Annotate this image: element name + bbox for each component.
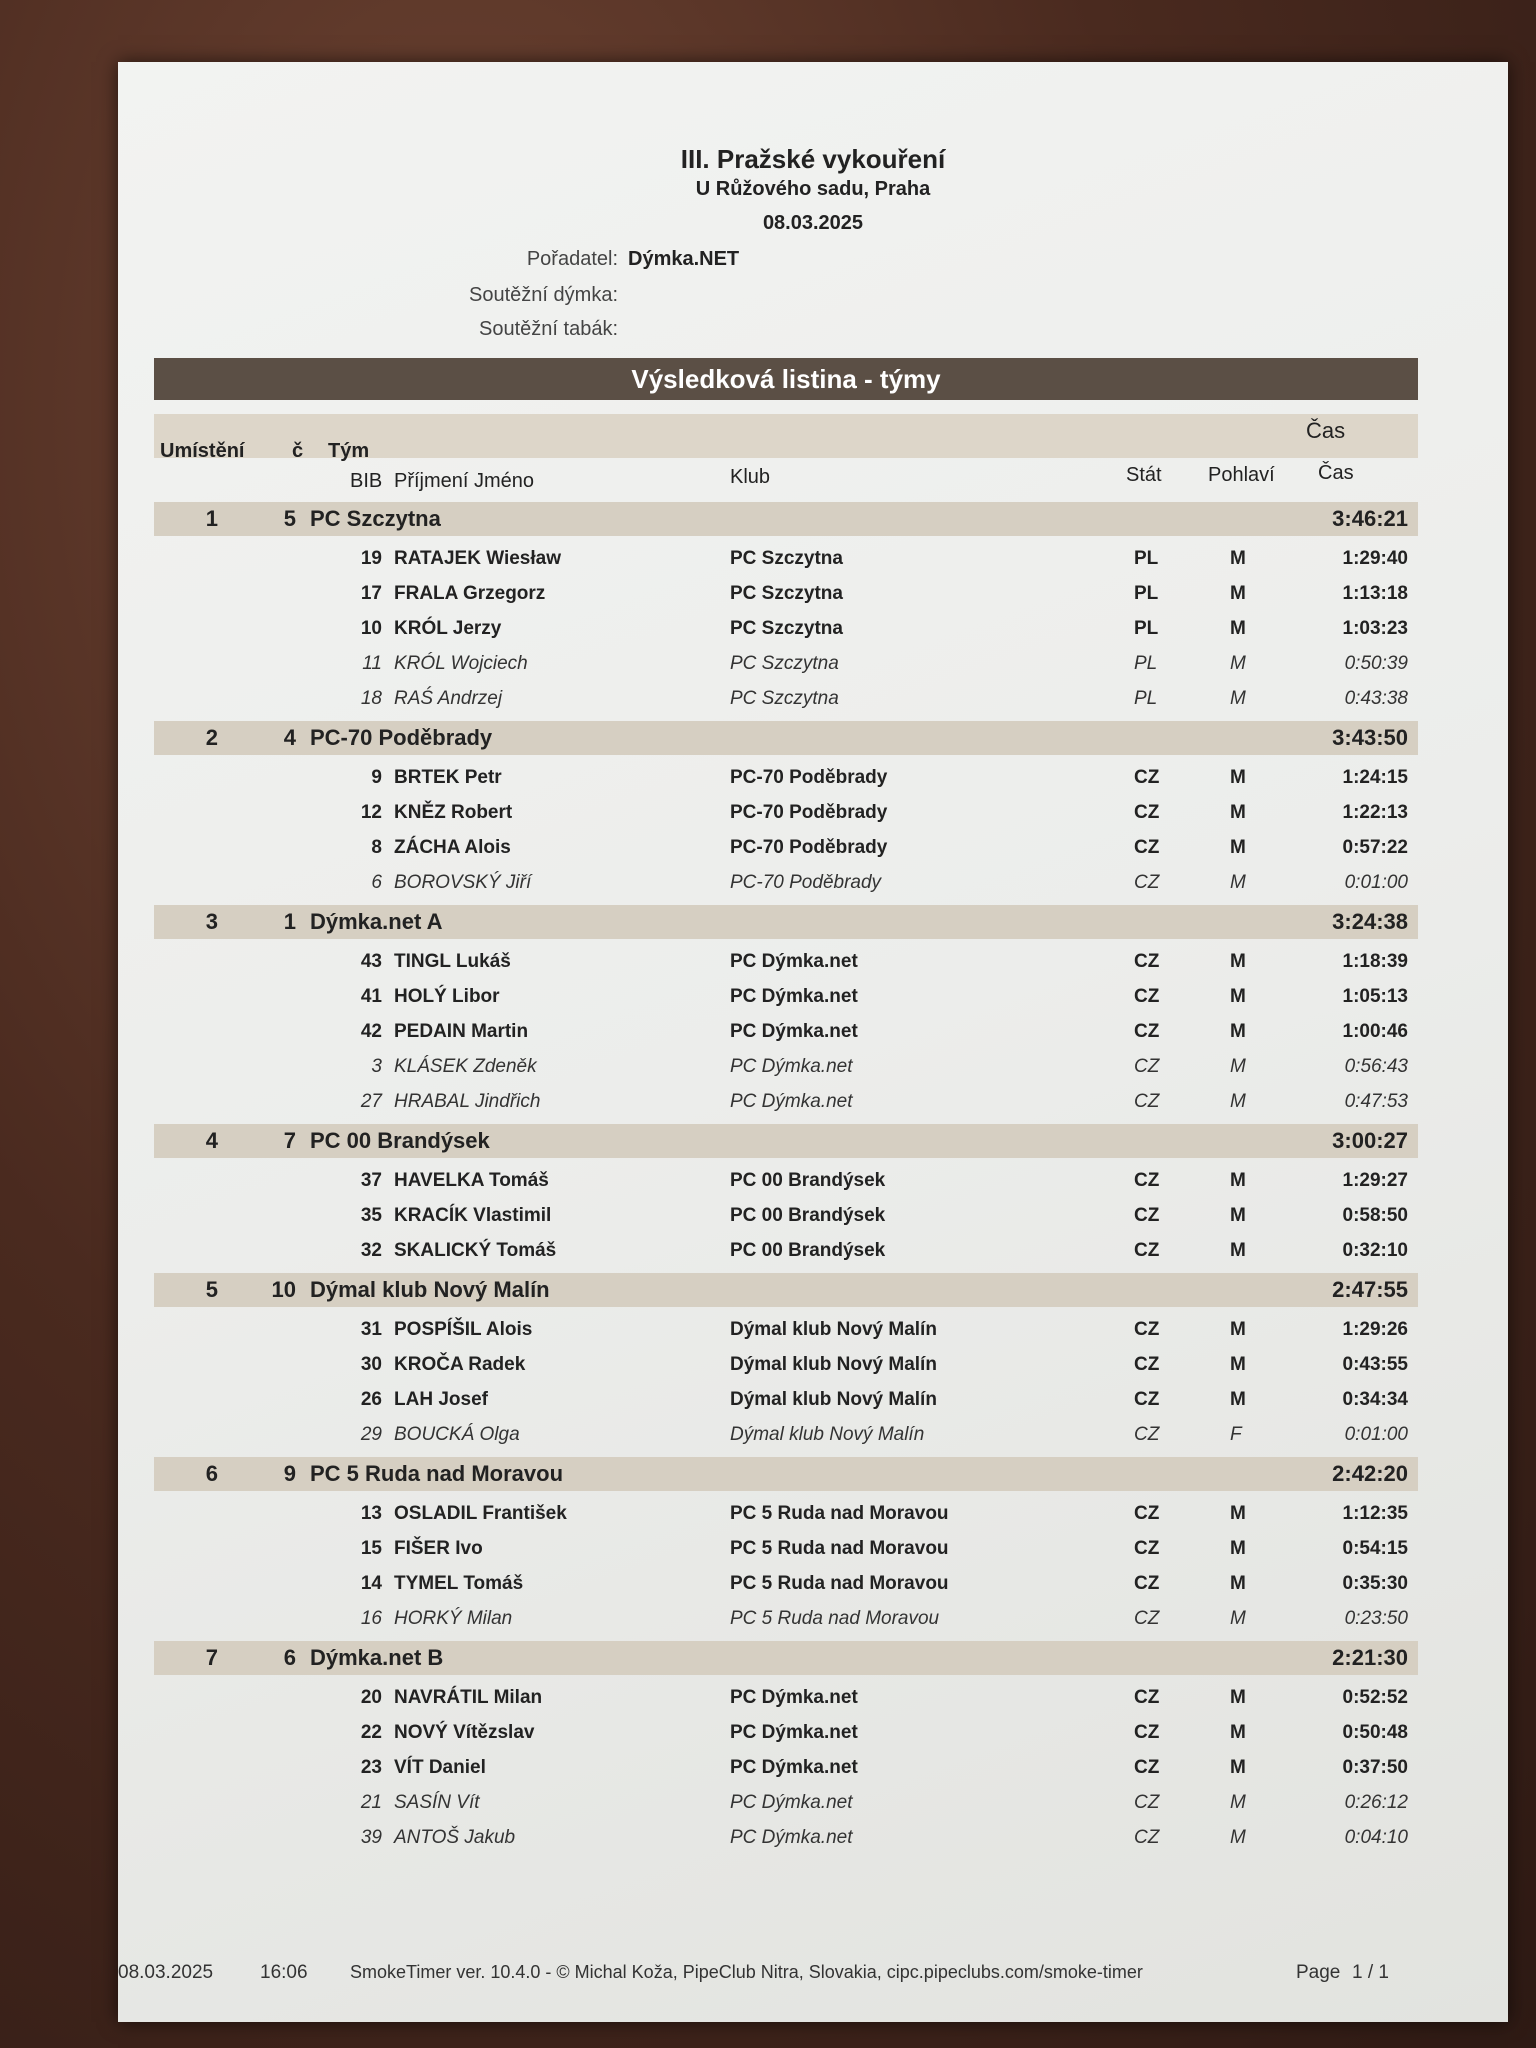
member-time: 1:03:23 [1342, 618, 1408, 639]
pipe-row [118, 284, 618, 307]
member-name: HRABAL Jindřich [394, 1091, 541, 1112]
member-state: CZ [1134, 1240, 1160, 1261]
member-club: PC-70 Poděbrady [730, 837, 888, 858]
member-bib: 8 [371, 837, 382, 858]
member-gender: M [1230, 1056, 1246, 1077]
member-bib: 22 [360, 1722, 382, 1743]
member-bib: 27 [360, 1091, 382, 1112]
col-state: Stát [1126, 464, 1162, 486]
member-state: CZ [1134, 1792, 1160, 1813]
member-state: CZ [1134, 1608, 1160, 1629]
member-bib: 3 [371, 1056, 382, 1077]
col-gender: Pohlaví [1208, 464, 1275, 486]
team-name: PC-70 Poděbrady [310, 725, 493, 750]
member-name: RATAJEK Wiesław [394, 548, 561, 569]
member-gender: M [1230, 583, 1246, 604]
member-gender: M [1230, 653, 1246, 674]
member-name: RAŚ Andrzej [394, 688, 503, 709]
member-time: 0:47:53 [1344, 1091, 1408, 1112]
member-state: PL [1134, 653, 1158, 674]
member-gender: M [1230, 1722, 1246, 1743]
team-place: 5 [205, 1277, 218, 1302]
member-time: 0:50:39 [1344, 653, 1408, 674]
member-club: Dýmal klub Nový Malín [730, 1424, 925, 1445]
member-gender: M [1230, 1827, 1246, 1848]
member-state: CZ [1134, 872, 1160, 893]
member-club: PC Szczytna [730, 688, 839, 709]
member-state: CZ [1134, 1538, 1160, 1559]
member-gender: M [1230, 1757, 1246, 1778]
member-state: CZ [1134, 1827, 1160, 1848]
member-state: PL [1134, 688, 1158, 709]
member-state: CZ [1134, 1573, 1160, 1594]
member-name: TYMEL Tomáš [394, 1573, 524, 1594]
col-team: Tým [328, 440, 370, 462]
col-time-top: Čas [1306, 418, 1346, 443]
member-time: 1:05:13 [1342, 986, 1408, 1007]
member-time: 0:34:34 [1342, 1389, 1408, 1410]
member-state: PL [1134, 548, 1159, 569]
team-time: 3:46:21 [1332, 506, 1408, 531]
team-place: 4 [205, 1128, 218, 1153]
member-name: PEDAIN Martin [394, 1021, 529, 1042]
member-club: PC Szczytna [730, 618, 843, 639]
member-time: 1:18:39 [1342, 951, 1408, 972]
member-club: PC 5 Ruda nad Moravou [730, 1573, 949, 1594]
member-gender: M [1230, 1240, 1246, 1261]
member-time: 0:26:12 [1344, 1792, 1408, 1813]
member-state: CZ [1134, 802, 1160, 823]
member-bib: 23 [360, 1757, 382, 1778]
member-club: PC Dýmka.net [730, 1792, 853, 1813]
member-gender: M [1230, 951, 1246, 972]
team-place: 1 [205, 506, 218, 531]
member-club: PC Szczytna [730, 548, 843, 569]
member-club: Dýmal klub Nový Malín [730, 1389, 937, 1410]
member-time: 0:23:50 [1344, 1608, 1408, 1629]
member-name: KRÓL Jerzy [394, 618, 502, 639]
member-name: HOLÝ Libor [394, 986, 500, 1007]
member-club: PC Szczytna [730, 653, 839, 674]
member-club: PC Dýmka.net [730, 1091, 853, 1112]
team-time: 3:00:27 [1332, 1128, 1408, 1153]
member-gender: M [1230, 548, 1246, 569]
member-gender: M [1230, 618, 1246, 639]
member-name: KLÁSEK Zdeněk [394, 1056, 537, 1077]
member-club: Dýmal klub Nový Malín [730, 1319, 937, 1340]
team-place: 7 [205, 1645, 218, 1670]
member-gender: M [1230, 802, 1246, 823]
member-state: PL [1134, 618, 1159, 639]
member-gender: F [1230, 1424, 1242, 1445]
member-name: FRALA Grzegorz [394, 583, 546, 604]
member-name: KROČA Radek [394, 1354, 526, 1375]
member-time: 1:13:18 [1342, 583, 1408, 604]
member-gender: M [1230, 1573, 1246, 1594]
member-bib: 29 [360, 1424, 382, 1445]
member-club: Dýmal klub Nový Malín [730, 1354, 937, 1375]
member-state: CZ [1134, 1205, 1160, 1226]
member-club: PC-70 Poděbrady [730, 872, 882, 893]
member-gender: M [1230, 837, 1246, 858]
member-state: CZ [1134, 1354, 1160, 1375]
team-number: 4 [283, 725, 296, 750]
member-time: 0:50:48 [1342, 1722, 1408, 1743]
team-name: Dýmal klub Nový Malín [310, 1277, 550, 1302]
member-time: 0:43:55 [1342, 1354, 1408, 1375]
member-bib: 43 [360, 951, 382, 972]
member-time: 1:22:13 [1342, 802, 1408, 823]
member-name: BOROVSKÝ Jiří [394, 872, 532, 893]
member-time: 0:01:00 [1344, 1424, 1408, 1445]
footer-time: 16:06 [260, 1962, 308, 1983]
member-bib: 42 [360, 1021, 382, 1042]
member-time: 0:43:38 [1344, 688, 1408, 709]
team-time: 3:24:38 [1332, 909, 1408, 934]
tobacco-row [118, 318, 618, 341]
team-time: 3:43:50 [1332, 725, 1408, 750]
event-title: III. Pražské vykouření [680, 144, 946, 174]
member-bib: 31 [360, 1319, 382, 1340]
event-date: 08.03.2025 [762, 212, 864, 234]
member-gender: M [1230, 1091, 1246, 1112]
member-club: PC 00 Brandýsek [730, 1170, 886, 1191]
organizer-value: Dýmka.NET [628, 248, 740, 270]
member-club: PC Dýmka.net [730, 951, 858, 972]
results-banner: Výsledková listina - týmy [154, 358, 1418, 400]
col-name: Příjmení Jméno [394, 470, 535, 492]
member-gender: M [1230, 1021, 1246, 1042]
member-name: NOVÝ Vítězslav [394, 1722, 535, 1743]
team-place: 3 [205, 909, 218, 934]
member-bib: 20 [360, 1687, 382, 1708]
member-bib: 9 [371, 767, 382, 788]
member-bib: 15 [360, 1538, 382, 1559]
member-state: CZ [1134, 1170, 1160, 1191]
tobacco-label: Soutěžní tabák: [479, 318, 618, 340]
member-time: 0:57:22 [1342, 837, 1408, 858]
col-club: Klub [730, 466, 771, 488]
member-bib: 39 [360, 1827, 382, 1848]
footer-page-value: 1 / 1 [1352, 1962, 1389, 1983]
member-bib: 14 [360, 1573, 382, 1594]
member-name: KRACÍK Vlastimil [394, 1205, 552, 1226]
member-time: 1:00:46 [1342, 1021, 1408, 1042]
member-bib: 12 [360, 802, 382, 823]
member-state: CZ [1134, 1021, 1160, 1042]
member-state: CZ [1134, 1503, 1160, 1524]
member-gender: M [1230, 986, 1246, 1007]
team-number: 9 [283, 1461, 296, 1486]
member-time: 0:32:10 [1342, 1240, 1408, 1261]
team-place: 2 [205, 725, 218, 750]
team-time: 2:21:30 [1332, 1645, 1408, 1670]
member-name: ZÁCHA Alois [394, 837, 511, 858]
member-state: CZ [1134, 1389, 1160, 1410]
footer-software: SmokeTimer ver. 10.4.0 - © Michal Koža, PipeClub Nitra, Slovakia, cipc.pipeclubs.com/smoke-timer [350, 1962, 1143, 1982]
member-gender: M [1230, 1389, 1246, 1410]
member-club: PC Dýmka.net [730, 1757, 858, 1778]
member-time: 1:12:35 [1342, 1503, 1408, 1524]
col-number: č [292, 440, 304, 462]
member-name: LAH Josef [394, 1389, 488, 1410]
member-name: KRÓL Wojciech [394, 653, 528, 674]
team-number: 7 [283, 1128, 296, 1153]
member-bib: 30 [360, 1354, 382, 1375]
footer-page-label: Page [1296, 1962, 1341, 1983]
member-state: PL [1134, 583, 1159, 604]
member-gender: M [1230, 1503, 1246, 1524]
team-number: 10 [271, 1277, 296, 1302]
team-time: 2:47:55 [1332, 1277, 1408, 1302]
member-state: CZ [1134, 1722, 1160, 1743]
member-name: HAVELKA Tomáš [394, 1170, 549, 1191]
team-number: 5 [283, 506, 296, 531]
member-time: 1:24:15 [1342, 767, 1408, 788]
team-name: PC 00 Brandýsek [310, 1128, 490, 1153]
member-bib: 18 [360, 688, 382, 709]
member-time: 1:29:27 [1342, 1170, 1408, 1191]
member-club: PC 5 Ruda nad Moravou [730, 1503, 949, 1524]
member-club: PC Dýmka.net [730, 986, 858, 1007]
member-name: VÍT Daniel [394, 1757, 486, 1778]
member-bib: 13 [360, 1503, 382, 1524]
member-state: CZ [1134, 1319, 1160, 1340]
member-club: PC Szczytna [730, 583, 843, 604]
member-club: PC Dýmka.net [730, 1687, 858, 1708]
member-bib: 21 [360, 1792, 382, 1813]
member-time: 0:58:50 [1342, 1205, 1408, 1226]
member-gender: M [1230, 1792, 1246, 1813]
member-bib: 35 [360, 1205, 382, 1226]
col-time: Čas [1318, 462, 1354, 484]
results-sheet [118, 62, 1508, 2022]
member-bib: 19 [360, 548, 382, 569]
member-state: CZ [1134, 837, 1160, 858]
team-time: 2:42:20 [1332, 1461, 1408, 1486]
member-time: 0:35:30 [1342, 1573, 1408, 1594]
member-gender: M [1230, 1608, 1246, 1629]
member-name: KNĚZ Robert [394, 802, 513, 823]
member-bib: 17 [360, 583, 382, 604]
event-venue: U Růžového sadu, Praha [695, 178, 931, 200]
member-club: PC-70 Poděbrady [730, 767, 888, 788]
member-bib: 26 [360, 1389, 382, 1410]
member-bib: 11 [362, 653, 382, 674]
member-bib: 37 [360, 1170, 382, 1191]
member-gender: M [1230, 688, 1246, 709]
member-name: POSPÍŠIL Alois [394, 1319, 533, 1340]
member-club: PC Dýmka.net [730, 1722, 858, 1743]
member-club: PC-70 Poděbrady [730, 802, 888, 823]
member-state: CZ [1134, 1687, 1160, 1708]
member-club: PC Dýmka.net [730, 1827, 853, 1848]
organizer-label: Pořadatel: [526, 248, 618, 270]
member-name: HORKÝ Milan [394, 1608, 513, 1629]
team-number: 1 [283, 909, 296, 934]
member-name: BRTEK Petr [394, 767, 502, 788]
member-name: SKALICKÝ Tomáš [394, 1240, 557, 1261]
member-club: PC Dýmka.net [730, 1056, 853, 1077]
member-club: PC 5 Ruda nad Moravou [730, 1608, 940, 1629]
pipe-label: Soutěžní dýmka: [469, 284, 618, 306]
member-name: NAVRÁTIL Milan [394, 1687, 543, 1708]
member-name: FIŠER Ivo [394, 1538, 483, 1559]
member-gender: M [1230, 1205, 1246, 1226]
member-gender: M [1230, 1170, 1246, 1191]
member-time: 1:29:40 [1342, 548, 1408, 569]
team-name: PC 5 Ruda nad Moravou [310, 1461, 564, 1486]
member-time: 0:37:50 [1342, 1757, 1408, 1778]
member-gender: M [1230, 872, 1246, 893]
organizer-row [118, 248, 739, 271]
member-time: 0:54:15 [1342, 1538, 1408, 1559]
member-bib: 10 [360, 618, 382, 639]
member-gender: M [1230, 1319, 1246, 1340]
member-state: CZ [1134, 1424, 1160, 1445]
team-number: 6 [283, 1645, 296, 1670]
member-gender: M [1230, 1687, 1246, 1708]
member-club: PC 5 Ruda nad Moravou [730, 1538, 949, 1559]
member-name: TINGL Lukáš [394, 951, 511, 972]
member-state: CZ [1134, 1091, 1160, 1112]
member-gender: M [1230, 767, 1246, 788]
member-bib: 16 [360, 1608, 382, 1629]
member-gender: M [1230, 1354, 1246, 1375]
member-state: CZ [1134, 1056, 1160, 1077]
member-bib: 6 [371, 872, 382, 893]
member-time: 0:04:10 [1344, 1827, 1408, 1848]
team-name: Dýmka.net A [310, 909, 443, 934]
member-state: CZ [1134, 986, 1160, 1007]
member-time: 0:01:00 [1344, 872, 1408, 893]
member-name: BOUCKÁ Olga [394, 1424, 520, 1445]
member-bib: 32 [360, 1240, 382, 1261]
member-name: SASÍN Vít [394, 1792, 480, 1813]
member-club: PC 00 Brandýsek [730, 1240, 886, 1261]
team-place: 6 [205, 1461, 218, 1486]
team-name: Dýmka.net B [310, 1645, 444, 1670]
member-time: 1:29:26 [1342, 1319, 1408, 1340]
member-time: 0:52:52 [1342, 1687, 1408, 1708]
col-placement: Umístění [160, 440, 245, 462]
team-name: PC Szczytna [310, 506, 441, 531]
member-state: CZ [1134, 951, 1160, 972]
member-state: CZ [1134, 767, 1160, 788]
member-state: CZ [1134, 1757, 1160, 1778]
member-club: PC Dýmka.net [730, 1021, 858, 1042]
member-name: ANTOŠ Jakub [394, 1827, 516, 1848]
footer-date: 08.03.2025 [118, 1962, 214, 1983]
member-name: OSLADIL František [394, 1503, 567, 1524]
member-club: PC 00 Brandýsek [730, 1205, 886, 1226]
member-bib: 41 [360, 986, 382, 1007]
member-gender: M [1230, 1538, 1246, 1559]
member-time: 0:56:43 [1344, 1056, 1408, 1077]
col-bib: BIB [350, 470, 383, 492]
